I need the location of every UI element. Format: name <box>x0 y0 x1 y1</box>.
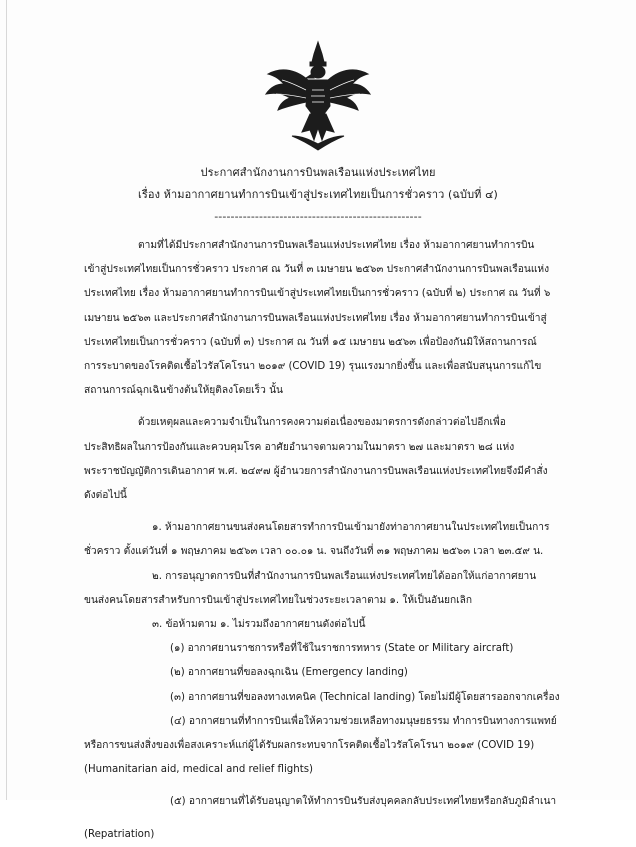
exception-4-cont: หรือการขนส่งสิ่งของเพื่อสงเคราะห์แก่ผู้ได้รับผลกระทบจากโรคติดเชื้อไวรัสโคโรนา ๒๐๑๙ (COVID 19) <box>84 740 535 752</box>
clause-2-cont: ขนส่งคนโดยสารสำหรับการบินเข้าสู่ประเทศไทยในช่วงระยะเวลาตาม ๑. ให้เป็นอันยกเลิก <box>84 594 473 606</box>
paragraph-line: ประเทศไทย เรื่อง ห้ามอากาศยานทำการบินเข้าสู่ประเทศไทยเป็นการชั่วคราว (ฉบับที่ ๒) ประกาศ ณ วันที่ ๖ <box>84 288 551 300</box>
paragraph-line: ประเทศไทยเป็นการชั่วคราว (ฉบับที่ ๓) ประกาศ ณ วันที่ ๑๕ เมษายน ๒๕๖๓ เพื่อป้องกันมิให้สถานการณ์ <box>84 336 537 348</box>
paragraph-line: การระบาดของโรคติดเชื้อไวรัสโคโรนา ๒๐๑๙ (COVID 19) รุนแรงมากยิ่งขึ้น และเพื่อสนับสนุนการแก้ไข <box>84 361 542 373</box>
exception-4: (๔) อากาศยานที่ทำการบินเพื่อให้ความช่วยเหลือทางมนุษยธรรม ทำการบินทางการแพทย์ <box>170 715 557 727</box>
paragraph-line: ประสิทธิผลในการป้องกันและควบคุมโรค อาศัยอำนาจตามความในมาตรา ๒๗ และมาตรา ๒๘ แห่ง <box>84 441 515 453</box>
exception-5-cont: (Repatriation) <box>84 828 155 840</box>
garuda-emblem-icon <box>262 40 374 152</box>
paragraph-line: สถานการณ์ฉุกเฉินข้างต้นให้ยุติลงโดยเร็ว นั้น <box>84 385 284 397</box>
document-header <box>0 162 636 228</box>
paragraph-line: เข้าสู่ประเทศไทยเป็นการชั่วคราว ประกาศ ณ วันที่ ๓ เมษายน ๒๕๖๓ ประกาศสำนักงานการบินพลเรือนแห่ง <box>84 264 550 276</box>
exception-2: (๒) อากาศยานที่ขอลงฉุกเฉิน (Emergency landing) <box>170 667 408 679</box>
exception-5: (๕) อากาศยานที่ได้รับอนุญาตให้ทำการบินรับส่งบุคคลกลับประเทศไทยหรือกลับภูมิลำเนา <box>170 796 557 808</box>
clause-1: ๑. ห้ามอากาศยานขนส่งคนโดยสารทำการบินเข้ามายังท่าอากาศยานในประเทศไทยเป็นการ <box>152 522 550 534</box>
document-body <box>84 234 570 847</box>
exception-1: (๑) อากาศยานราชการหรือที่ใช้ในราชการทหาร (State or Military aircraft) <box>170 643 514 655</box>
exception-4-cont: (Humanitarian aid, medical and relief flights) <box>84 764 313 776</box>
paragraph-line: ดังต่อไปนี้ <box>84 490 127 502</box>
paragraph-line: ตามที่ได้มีประกาศสำนักงานการบินพลเรือนแห่งประเทศไทย เรื่อง ห้ามอากาศยานทำการบิน <box>138 240 535 251</box>
paragraph-line: เมษายน ๒๕๖๓ และประกาศสำนักงานการบินพลเรือนแห่งประเทศไทย เรื่อง ห้ามอากาศยานทำการบินเข้าสู่ <box>84 312 547 324</box>
header-divider: --------------------------------------------------- <box>214 210 422 223</box>
clause-2: ๒. การอนุญาตการบินที่สำนักงานการบินพลเรือนแห่งประเทศไทยได้ออกให้แก่อากาศยาน <box>152 570 537 582</box>
announcement-title: ประกาศสำนักงานการบินพลเรือนแห่งประเทศไทย <box>200 166 436 179</box>
clause-1-cont: ชั่วคราว ตั้งแต่วันที่ ๑ พฤษภาคม ๒๕๖๓ เวลา ๐๐.๐๑ น. จนถึงวันที่ ๓๑ พฤษภาคม ๒๕๖๓ เวลา ๒๓.๕๙ น. <box>84 546 544 558</box>
clause-3: ๓. ข้อห้ามตาม ๑. ไม่รวมถึงอากาศยานดังต่อไปนี้ <box>152 619 366 631</box>
exception-3: (๓) อากาศยานที่ขอลงทางเทคนิค (Technical landing) โดยไม่มีผู้โดยสารออกจากเครื่อง <box>170 691 560 703</box>
paragraph-line: พระราชบัญญัติการเดินอากาศ พ.ศ. ๒๔๙๗ ผู้อำนวยการสำนักงานการบินพลเรือนแห่งประเทศไทยจึงมีคำสั่ง <box>84 465 548 477</box>
paragraph-line: ด้วยเหตุผลและความจำเป็นในการคงความต่อเนื่องของมาตรการดังกล่าวต่อไปอีกเพื่อ <box>138 417 506 429</box>
announcement-subject: เรื่อง ห้ามอากาศยานทำการบินเข้าสู่ประเทศไทยเป็นการชั่วคราว (ฉบับที่ ๔) <box>138 188 498 201</box>
